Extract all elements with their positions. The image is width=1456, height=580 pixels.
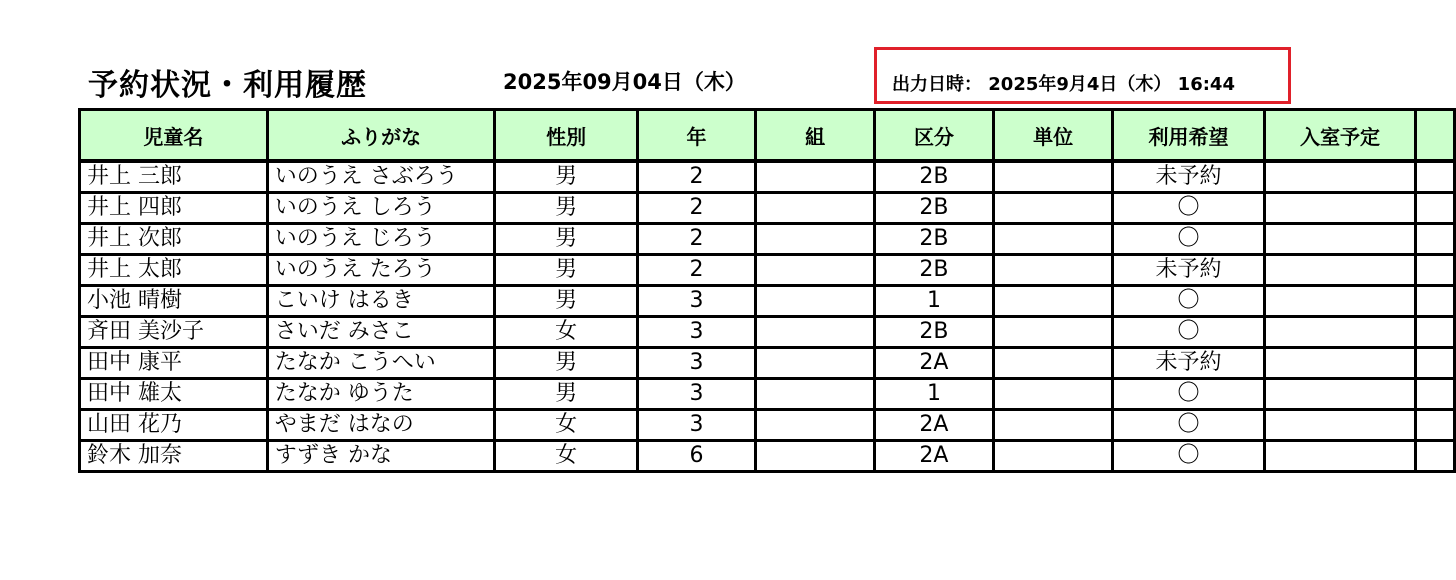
cell-class[interactable]: [756, 161, 875, 193]
column-header-unit[interactable]: 単位: [994, 110, 1113, 162]
table-row[interactable]: [80, 224, 1455, 255]
cell-gender[interactable]: 男: [495, 379, 637, 410]
cell-unit[interactable]: [994, 161, 1113, 193]
cell-kana[interactable]: いのうえ しろう: [267, 193, 495, 224]
cell-wish[interactable]: 〇: [1113, 441, 1265, 472]
column-header-category[interactable]: 区分: [874, 110, 993, 162]
cell-class[interactable]: [756, 348, 875, 379]
cell-extra[interactable]: [1416, 348, 1455, 379]
cell-name[interactable]: 田中 雄太: [80, 379, 268, 410]
cell-grade[interactable]: 6: [637, 441, 756, 472]
cell-class[interactable]: [756, 441, 875, 472]
report-date: 2025年09月04日（木）: [503, 70, 746, 94]
table-row[interactable]: [80, 286, 1455, 317]
column-header-grade[interactable]: 年: [637, 110, 756, 162]
cell-wish[interactable]: 〇: [1113, 317, 1265, 348]
cell-grade[interactable]: 2: [637, 161, 756, 193]
column-header-class[interactable]: 組: [756, 110, 875, 162]
cell-unit[interactable]: [994, 410, 1113, 441]
cell-grade[interactable]: 2: [637, 224, 756, 255]
cell-wish[interactable]: 〇: [1113, 224, 1265, 255]
cell-kana[interactable]: いのうえ たろう: [267, 255, 495, 286]
table-row[interactable]: [80, 255, 1455, 286]
cell-class[interactable]: [756, 193, 875, 224]
column-header-entry[interactable]: 入室予定: [1264, 110, 1416, 162]
cell-wish[interactable]: 〇: [1113, 379, 1265, 410]
cell-entry[interactable]: [1264, 441, 1416, 472]
cell-entry[interactable]: [1264, 161, 1416, 193]
cell-wish[interactable]: 未予約: [1113, 348, 1265, 379]
table-row[interactable]: [80, 161, 1455, 193]
cell-gender[interactable]: 男: [495, 348, 637, 379]
cell-extra[interactable]: [1416, 441, 1455, 472]
table-row[interactable]: [80, 317, 1455, 348]
cell-category[interactable]: 1: [874, 379, 993, 410]
cell-extra[interactable]: [1416, 317, 1455, 348]
table-row[interactable]: [80, 410, 1455, 441]
cell-wish[interactable]: 未予約: [1113, 161, 1265, 193]
cell-class[interactable]: [756, 379, 875, 410]
cell-entry[interactable]: [1264, 286, 1416, 317]
cell-unit[interactable]: [994, 224, 1113, 255]
cell-kana[interactable]: いのうえ じろう: [267, 224, 495, 255]
cell-class[interactable]: [756, 224, 875, 255]
cell-gender[interactable]: 男: [495, 255, 637, 286]
column-header-extra[interactable]: [1416, 110, 1455, 162]
cell-name[interactable]: 井上 次郎: [80, 224, 268, 255]
cell-entry[interactable]: [1264, 348, 1416, 379]
cell-kana[interactable]: たなか ゆうた: [267, 379, 495, 410]
cell-class[interactable]: [756, 286, 875, 317]
cell-extra[interactable]: [1416, 255, 1455, 286]
cell-wish[interactable]: 〇: [1113, 286, 1265, 317]
cell-gender[interactable]: 男: [495, 161, 637, 193]
cell-wish[interactable]: 〇: [1113, 410, 1265, 441]
cell-unit[interactable]: [994, 255, 1113, 286]
cell-category[interactable]: 2A: [874, 441, 993, 472]
cell-name[interactable]: 井上 四郎: [80, 193, 268, 224]
table-row[interactable]: [80, 348, 1455, 379]
cell-unit[interactable]: [994, 286, 1113, 317]
cell-name[interactable]: 井上 太郎: [80, 255, 268, 286]
output-timestamp: 出力日時： 2025年9月4日（木） 16:44: [892, 74, 1235, 95]
cell-unit[interactable]: [994, 379, 1113, 410]
cell-name[interactable]: 斉田 美沙子: [80, 317, 268, 348]
cell-category[interactable]: 2B: [874, 317, 993, 348]
table-body: [80, 161, 1455, 472]
cell-name[interactable]: 小池 晴樹: [80, 286, 268, 317]
cell-name[interactable]: 田中 康平: [80, 348, 268, 379]
cell-category[interactable]: 2B: [874, 255, 993, 286]
cell-kana[interactable]: たなか こうへい: [267, 348, 495, 379]
table-row[interactable]: [80, 441, 1455, 472]
cell-gender[interactable]: 女: [495, 410, 637, 441]
cell-kana[interactable]: こいけ はるき: [267, 286, 495, 317]
cell-kana[interactable]: さいだ みさこ: [267, 317, 495, 348]
cell-extra[interactable]: [1416, 410, 1455, 441]
cell-category[interactable]: 2B: [874, 161, 993, 193]
cell-gender[interactable]: 女: [495, 441, 637, 472]
cell-kana[interactable]: やまだ はなの: [267, 410, 495, 441]
cell-extra[interactable]: [1416, 193, 1455, 224]
cell-class[interactable]: [756, 410, 875, 441]
cell-entry[interactable]: [1264, 193, 1416, 224]
cell-gender[interactable]: 男: [495, 286, 637, 317]
table-row[interactable]: [80, 193, 1455, 224]
cell-grade[interactable]: 2: [637, 193, 756, 224]
cell-gender[interactable]: 女: [495, 317, 637, 348]
cell-category[interactable]: 1: [874, 286, 993, 317]
table-header-row: [80, 110, 1455, 162]
column-header-name[interactable]: 児童名: [80, 110, 268, 162]
cell-grade[interactable]: 3: [637, 286, 756, 317]
cell-category[interactable]: 2A: [874, 410, 993, 441]
cell-extra[interactable]: [1416, 224, 1455, 255]
cell-grade[interactable]: 3: [637, 410, 756, 441]
cell-category[interactable]: 2A: [874, 348, 993, 379]
column-header-wish[interactable]: 利用希望: [1113, 110, 1265, 162]
cell-extra[interactable]: [1416, 379, 1455, 410]
cell-entry[interactable]: [1264, 317, 1416, 348]
cell-wish[interactable]: 〇: [1113, 193, 1265, 224]
cell-name[interactable]: 山田 花乃: [80, 410, 268, 441]
cell-category[interactable]: 2B: [874, 224, 993, 255]
cell-extra[interactable]: [1416, 286, 1455, 317]
cell-grade[interactable]: 2: [637, 255, 756, 286]
cell-class[interactable]: [756, 255, 875, 286]
cell-gender[interactable]: 男: [495, 193, 637, 224]
cell-class[interactable]: [756, 317, 875, 348]
column-header-gender[interactable]: 性別: [495, 110, 637, 162]
cell-entry[interactable]: [1264, 379, 1416, 410]
cell-grade[interactable]: 3: [637, 379, 756, 410]
cell-unit[interactable]: [994, 348, 1113, 379]
page-title: 予約状況・利用履歴: [88, 68, 367, 103]
reservation-table: [78, 108, 1456, 473]
cell-entry[interactable]: [1264, 410, 1416, 441]
cell-unit[interactable]: [994, 193, 1113, 224]
cell-entry[interactable]: [1264, 255, 1416, 286]
cell-grade[interactable]: 3: [637, 348, 756, 379]
table-row[interactable]: [80, 379, 1455, 410]
cell-gender[interactable]: 男: [495, 224, 637, 255]
cell-wish[interactable]: 未予約: [1113, 255, 1265, 286]
cell-kana[interactable]: すずき かな: [267, 441, 495, 472]
cell-name[interactable]: 鈴木 加奈: [80, 441, 268, 472]
cell-unit[interactable]: [994, 317, 1113, 348]
cell-name[interactable]: 井上 三郎: [80, 161, 268, 193]
cell-category[interactable]: 2B: [874, 193, 993, 224]
cell-grade[interactable]: 3: [637, 317, 756, 348]
cell-unit[interactable]: [994, 441, 1113, 472]
column-header-kana[interactable]: ふりがな: [267, 110, 495, 162]
cell-entry[interactable]: [1264, 224, 1416, 255]
cell-extra[interactable]: [1416, 161, 1455, 193]
cell-kana[interactable]: いのうえ さぶろう: [267, 161, 495, 193]
